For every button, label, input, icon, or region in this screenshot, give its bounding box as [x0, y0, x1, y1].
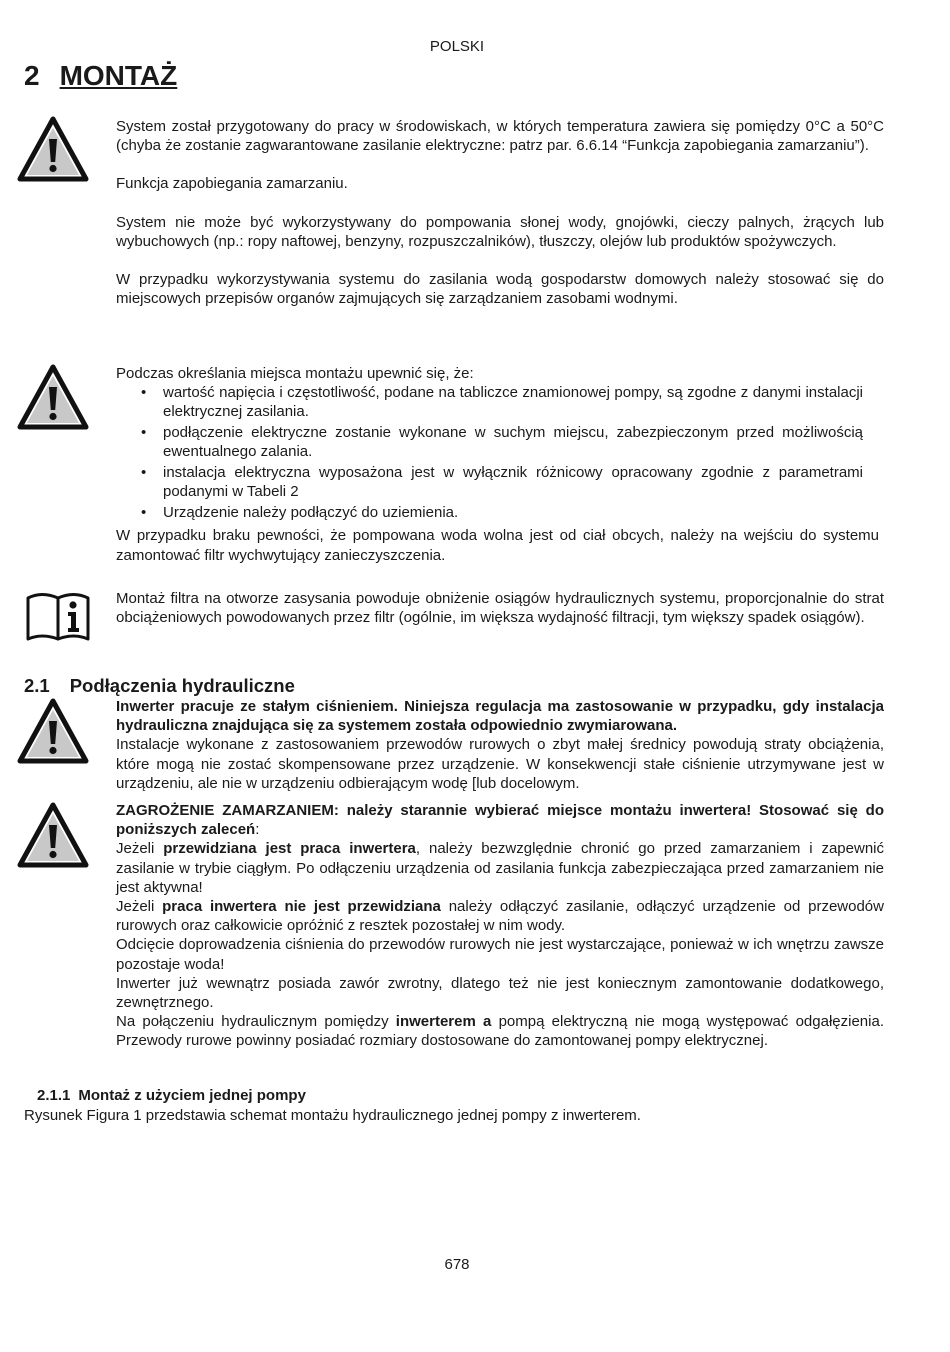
prohibited-liquids-paragraph: System nie może być wykorzystywany do pompowania słonej wody, gnojówki, cieczy palnych, żrących lub wybuchowych (np.: ropy naftowej, benzyny, rozpuszczalników), tłuszczy, olejów lub produktów spożywczych.	[116, 213, 884, 250]
installation-intro: Podczas określania miejsca montażu upewnić się, że:	[116, 365, 474, 382]
list-item: • instalacja elektryczna wyposażona jest w wyłącznik różnicowy opracowany zgodnie z parametrami podanymi w Tabeli 2	[163, 463, 863, 501]
constant-pressure-block	[116, 697, 884, 793]
constant-pressure-warning: Inwerter pracuje ze stałym ciśnieniem. Niniejsza regulacja ma zastosowanie w przypadku, gdy instalacja hydrauliczna znajdująca się za systemem została odpowiednio zwymiarowana.	[116, 698, 884, 735]
check-valve-paragraph: Inwerter już wewnątrz posiada zawór zwrotny, dlatego też nie jest koniecznym zamontowanie dodatkowego, zewnętrznego.	[116, 974, 884, 1012]
section-number: 2	[24, 60, 40, 91]
intro-warning-block	[116, 117, 884, 308]
freeze-hazard-colon: :	[255, 821, 260, 839]
warning-triangle-icon	[17, 115, 89, 183]
page-header-language: POLSKI	[429, 38, 485, 55]
text-run: pompą elektryczną nie mogą występować odgałęzienia. Przewody rurowe powinny posiadać rozmiary dostosowane do zamontowanej pompy elektrycznej.	[116, 1013, 884, 1050]
figure-reference-paragraph: Rysunek Figura 1 przedstawia schemat montażu hydraulicznego jednej pompy z inwerterem.	[24, 1107, 641, 1124]
text-run-bold: inwerterem a	[395, 1013, 492, 1031]
filter-info-block	[116, 589, 884, 627]
info-book-icon	[25, 590, 91, 642]
text-run: Jeżeli	[116, 840, 164, 858]
installation-location-block	[116, 364, 879, 565]
list-item: • wartość napięcia i częstotliwość, podane na tabliczce znamionowej pompy, są zgodne z danymi instalacji elektrycznej zasilania.	[163, 383, 863, 421]
freeze-hazard-bold: ZAGROŻENIE ZAMARZANIEM: należy starannie wybierać miejsce montażu inwertera! Stosować się do poniższych zaleceń	[116, 802, 884, 839]
text-run: należy odłączyć zasilanie, odłączyć urządzenie od przewodów rurowych oraz całkowicie opróżnić z resztek pozostałej w nim wody.	[116, 898, 884, 935]
text-run: , należy bezwzględnie chronić go przed zamarzaniem i zapewnić zasilanie w trybie ciągłym. Po odłączeniu urządzenia od zasilania funkcja zabezpieczająca przed zamarzaniem nie jest aktywna!	[116, 840, 884, 896]
freeze-hazard-block	[116, 801, 884, 1051]
page-number: 678	[444, 1256, 470, 1273]
warning-triangle-icon	[17, 363, 89, 431]
temperature-range-paragraph: System został przygotowany do pracy w środowiskach, w których temperatura zawiera się pomiędzy 0°C a 50°C (chyba że zostanie zagwarantowane zasilanie elektryczne: patrz par. 6.6.14 “Funkcja zapobiegania zamarzaniu”).	[116, 118, 884, 155]
text-run-bold: praca inwertera nie jest przewidziana	[162, 898, 441, 916]
inverter-idle-paragraph	[116, 897, 884, 935]
filter-recommendation-paragraph: W przypadku braku pewności, że pompowana woda wolna jest od ciał obcych, należy na wejściu do systemu zamontować filtr wychwytujący zanieczyszczenia.	[116, 527, 879, 564]
subsection-number: 2.1	[24, 675, 50, 696]
text-run: Jeżeli	[116, 898, 163, 916]
installation-checklist	[116, 383, 863, 522]
subsection-heading	[24, 675, 295, 697]
subsubsection-number: 2.1.1	[37, 1087, 71, 1104]
subsection-title: Podłączenia hydrauliczne	[69, 675, 295, 696]
freeze-hazard-warning	[116, 801, 884, 839]
pipe-diameter-paragraph: Instalacje wykonane z zastosowaniem przewodów rurowych o zbyt małej średnicy powodują straty obciążenia, które mogą nie zostać skompensowane przez urządzenie. W konsekwencji stałe ciśnienie utrzymywane jest w urządzeniu, ale nie w urządzeniu odbierającym wodę [lub docelowym.	[116, 736, 884, 792]
antifreeze-function-paragraph: Funkcja zapobiegania zamarzaniu.	[116, 175, 348, 193]
warning-triangle-icon	[17, 801, 89, 869]
warning-triangle-icon	[17, 697, 89, 765]
filter-performance-paragraph: Montaż filtra na otworze zasysania powoduje obniżenie osiągów hydraulicznych systemu, proporcjonalnie do strat obciążeniowych powodowanych przez filtr (ogólnie, im większa wydajność filtracji, tym większy spadek osiągów).	[116, 590, 884, 627]
inverter-operation-paragraph	[116, 839, 884, 897]
subsubsection-heading	[37, 1087, 306, 1104]
subsubsection-title: Montaż z użyciem jednej pompy	[78, 1087, 306, 1104]
hydraulic-connection-paragraph	[116, 1012, 884, 1050]
text-run: Na połączeniu hydraulicznym pomiędzy	[116, 1013, 396, 1031]
section-heading	[24, 60, 177, 92]
list-item: • Urządzenie należy podłączyć do uziemienia.	[163, 503, 863, 522]
text-run-bold: przewidziana jest praca inwertera	[163, 840, 416, 858]
pressure-cutoff-paragraph: Odcięcie doprowadzenia ciśnienia do przewodów rurowych nie jest wystarczające, ponieważ w ich wnętrzu zawsze pozostaje woda!	[116, 936, 884, 973]
local-regulations-paragraph: W przypadku wykorzystywania systemu do zasilania wodą gospodarstw domowych należy stosować się do miejscowych przepisów organów zajmujących się zarządzaniem zasobami wodnymi.	[116, 271, 884, 308]
section-title: MONTAŻ	[59, 60, 178, 91]
list-item: • podłączenie elektryczne zostanie wykonane w suchym miejscu, zabezpieczonym przed możliwością ewentualnego zalania.	[163, 423, 863, 461]
